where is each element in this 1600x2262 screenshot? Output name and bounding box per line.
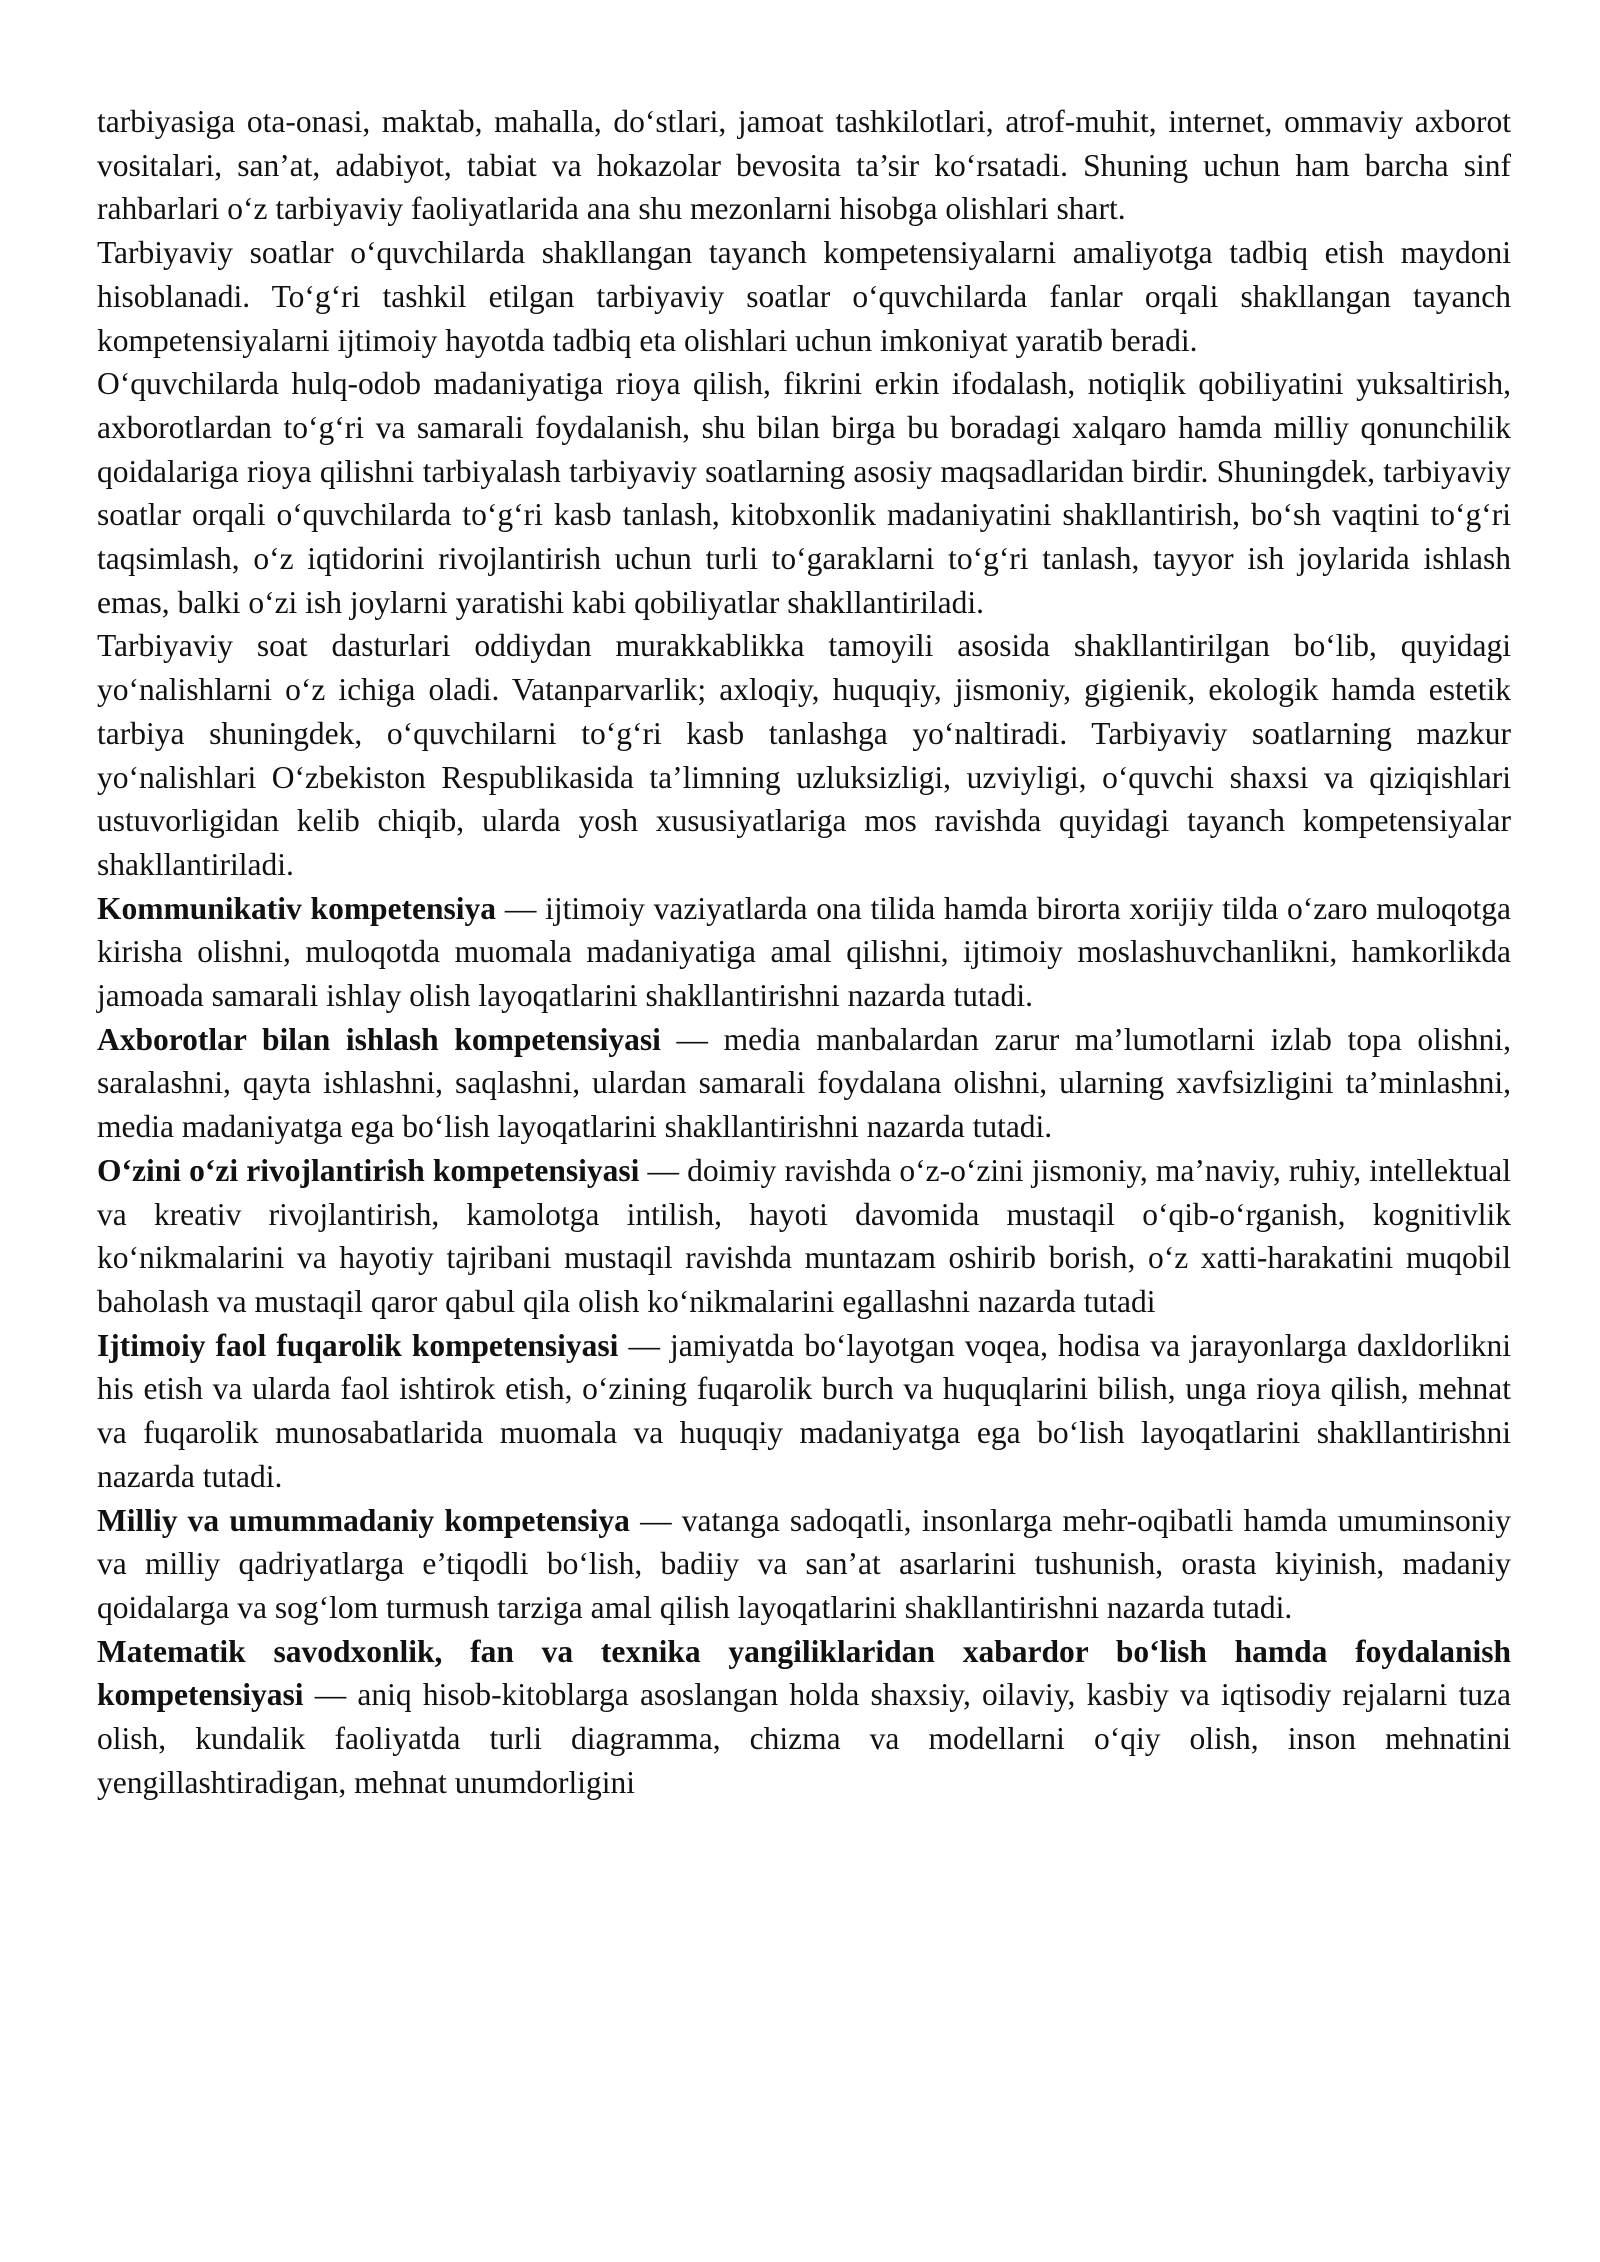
- competence-definition: — doimiy ravishda o‘z-o‘zini jismoniy, ma’naviy, ruhiy, intellektual va kreativ rivojlantirish, kamolotga intilish, hayoti davomida mustaqil o‘qib-o‘rganish, kognitivlik ko‘nikmalarini va hayotiy tajribani mustaqil ravishda muntazam oshirib borish, o‘z xatti-harakatini muqobil baholash va mustaqil qaror qabul qila olish ko‘nikmalarini egallashni nazarda tutadi: [97, 1152, 1512, 1319]
- paragraph-educational-hours: [97, 231, 1511, 362]
- paragraph-information-competence: [97, 1018, 1511, 1149]
- competence-definition: — aniq hisob-kitoblarga asoslangan holda shaxsiy, oilaviy, kasbiy va iqtisodiy rejalarni tuza olish, kundalik faoliyatda turli diagramma, chizma va modellarni o‘qiy olish, inson mehnatini yengillashtiradigan, mehnat unumdorligini: [97, 1677, 1511, 1800]
- paragraph-self-development-competence: [97, 1149, 1511, 1324]
- competence-term: Axborotlar bilan ishlash kompetensiyasi: [97, 1021, 661, 1057]
- paragraph-communicative-competence: [97, 887, 1511, 1018]
- document-page: [97, 100, 1511, 1804]
- paragraph-upbringing-influences: [97, 100, 1511, 231]
- paragraph-main-goals: [97, 362, 1511, 624]
- paragraph-cultural-competence: [97, 1499, 1511, 1630]
- competence-definition: — vatanga sadoqatli, insonlarga mehr-oqibatli hamda umuminsoniy va milliy qadriyatlarga e’tiqodli bo‘lish, badiiy va san’at asarlarini tushunish, orasta kiyinish, madaniy qoidalarga va sog‘lom turmush tarziga amal qilish layoqatlarini shakllantirishni nazarda tutadi.: [97, 1502, 1511, 1625]
- paragraph-civic-competence: [97, 1324, 1511, 1499]
- competence-definition: — media manbalardan zarur ma’lumotlarni izlab topa olishni, saralashni, qayta ishlashni, saqlashni, ulardan samarali foydalana olishni, ularning xavfsizligini ta’minlashni, media madaniyatga ega bo‘lish layoqatlarini shakllantirishni nazarda tutadi.: [97, 1021, 1511, 1145]
- paragraph-text: Tarbiyaviy soat dasturlari oddiydan murakkablikka tamoyili asosida shakllantirilgan bo‘lib, quyidagi yo‘nalishlarni o‘z ichiga oladi. Vatanparvarlik; axloqiy, huquqiy, jismoniy, gigienik, ekologik hamda estetik tarbiya shuningdek, o‘quvchilarni to‘g‘ri kasb tanlashga yo‘naltiradi. Tarbiyaviy soatlarning mazkur yo‘nalishlari O‘zbekiston Respublikasida ta’limning uzluksizligi, uzviyligi, o‘quvchi shaxsi va qiziqishlari ustuvorligidan kelib chiqib, ularda yosh xususiyatlariga mos ravishda quyidagi tayanch kompetensiyalar shakllantiriladi.: [97, 628, 1511, 882]
- competence-term: Ijtimoiy faol fuqarolik kompetensiyasi: [97, 1327, 619, 1363]
- paragraph-text: Tarbiyaviy soatlar o‘quvchilarda shakllangan tayanch kompetensiyalarni amaliyotga tadbiq etish maydoni hisoblanadi. To‘g‘ri tashkil etilgan tarbiyaviy soatlar o‘quvchilarda fanlar orqali shakllangan tayanch kompetensiyalarni ijtimoiy hayotda tadbiq eta olishlari uchun imkoniyat yaratib beradi.: [97, 235, 1511, 358]
- competence-term: Matematik savodxonlik, fan va texnika yangiliklaridan xabardor bo‘lish hamda foydalanish kompetensiyasi: [97, 1633, 1511, 1713]
- competence-term: Milliy va umummadaniy kompetensiya: [97, 1502, 630, 1538]
- paragraph-program-directions: [97, 624, 1511, 886]
- paragraph-text: tarbiyasiga ota-onasi, maktab, mahalla, do‘stlari, jamoat tashkilotlari, atrof-muhit, internet, ommaviy axborot vositalari, san’at, adabiyot, tabiat va hokazolar bevosita ta’sir ko‘rsatadi. Shuning uchun ham barcha sinf rahbarlari o‘z tarbiyaviy faoliyatlarida ana shu mezonlarni hisobga olishlari shart.: [97, 104, 1511, 227]
- competence-definition: — jamiyatda bo‘layotgan voqea, hodisa va jarayonlarga daxldorlikni his etish va ularda faol ishtirok etish, o‘zining fuqarolik burch va huquqlarini bilish, unga rioya qilish, mehnat va fuqarolik munosabatlarida muomala va huquqiy madaniyatga ega bo‘lish layoqatlarini shakllantirishni nazarda tutadi.: [97, 1327, 1511, 1494]
- paragraph-math-literacy-competence: [97, 1630, 1511, 1805]
- competence-definition: — ijtimoiy vaziyatlarda ona tilida hamda birorta xorijiy tilda o‘zaro muloqotga kirisha olishni, muloqotda muomala madaniyatiga amal qilishni, ijtimoiy moslashuvchanlikni, hamkorlikda jamoada samarali ishlay olish layoqatlarini shakllantirishni nazarda tutadi.: [97, 890, 1511, 1014]
- competence-term: O‘zini o‘zi rivojlantirish kompetensiyasi: [97, 1152, 640, 1188]
- competence-term: Kommunikativ kompetensiya: [97, 890, 497, 926]
- paragraph-text: O‘quvchilarda hulq-odob madaniyatiga rioya qilish, fikrini erkin ifodalash, notiqlik qobiliyatini yuksaltirish, axborotlardan to‘g‘ri va samarali foydalanish, shu bilan birga bu boradagi xalqaro hamda milliy qonunchilik qoidalariga rioya qilishni tarbiyalash tarbiyaviy soatlarning asosiy maqsadlaridan birdir. Shuningdek, tarbiyaviy soatlar orqali o‘quvchilarda to‘g‘ri kasb tanlash, kitobxonlik madaniyatini shakllantirish, bo‘sh vaqtini to‘g‘ri taqsimlash, o‘z iqtidorini rivojlantirish uchun turli to‘garaklarni to‘g‘ri tanlash, tayyor ish joylarida ishlash emas, balki o‘zi ish joylarni yaratishi kabi qobiliyatlar shakllantiriladi.: [97, 366, 1511, 620]
